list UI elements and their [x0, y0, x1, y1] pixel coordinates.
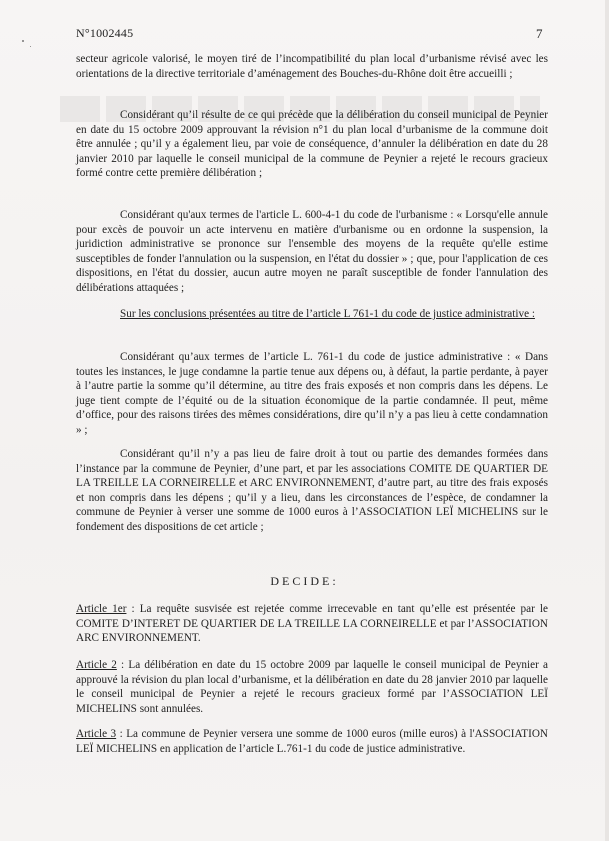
article-3-text: : La commune de Peynier versera une somme de 1000 euros (mille euros) à l'ASSOCIATION LEÏ MICHELINS en application de l’article L.761-1 du code de justice administrative. [76, 728, 549, 755]
page-number: 7 [536, 26, 543, 41]
paragraph-frais: Considérant qu’il n’y a pas lieu de faire droit à tout ou partie des demandes formées dans l’instance par la commune de Peynier, d’une part, et par les associations COMITE DE QUARTIER DE LA TREILLE LA CORNEIRELLE et ARC ENVIRONNEMENT, d’autre part, au titre des frais exposés et non compris dans les dépens ; qu’il y a lieu, dans les circonstances de l’espèce, de condamner la commune de Peynier à verser une somme de 1000 euros à l’ASSOCIATION LEÏ MICHELINS sur le fondement des dispositions de cet article ; [76, 448, 548, 533]
decide-heading: DECIDE: [270, 574, 339, 588]
article-1-label: Article 1er [76, 603, 127, 615]
paragraph-l600-4-1: Considérant qu'aux termes de l'article L. 600-4-1 du code de l'urbanisme : « Lorsqu'elle annule pour excès de pouvoir un acte intervenu en matière d'urbanisme ou en ordonne la suspension, la juridiction administrative se prononce sur l'ensemble des moyens de la requête qu'elle estime susceptibles de fonder l'annulation ou la suspension, en l'état du dossier » ; que, pour l'application de ces dispositions, en l'état du dossier, aucun autre moyen ne paraît susceptible de fonder l'annulation des délibérations attaquées ; [76, 209, 548, 294]
paragraph-l761-1-quote: Considérant qu’aux termes de l’article L. 761-1 du code de justice administrative : « Dans toutes les instances, le juge condamne la partie tenue aux dépens ou, à défaut, la partie perdante, à payer à l’autre partie la somme qu’il détermine, au titre des frais exposés et non compris dans les dépens. Le juge tient compte de l’équité ou de la situation économique de la partie condamnée. Il peut, même d’office, pour des raisons tirées des mêmes considérations, dire qu’il n’y a pas lieu à cette condamnation » ; [76, 351, 548, 436]
case-number: N°1002445 [76, 26, 134, 40]
article-2-text: : La délibération en date du 15 octobre 2009 par laquelle le conseil municipal de Peynier a approuvé la révision du plan local d’urbanisme, et la délibération en date du 28 janvier 2010 par laquelle le conseil municipal de Peynier a rejeté le recours gracieux formé par l’ASSOCIATION LEÏ MICHELINS sont annulées. [76, 659, 548, 715]
section-heading-l761-1: Sur les conclusions présentées au titre de l’article L 761-1 du code de justice administrative : [120, 308, 535, 320]
article-2 [76, 658, 548, 716]
scan-speck [22, 40, 24, 42]
paragraph-continuation: secteur agricole valorisé, le moyen tiré de l’incompatibilité du plan local d’urbanisme révisé avec les orientations de la directive territoriale d’aménagement des Bouches-du-Rhône doit être accueilli ; [76, 53, 548, 80]
article-1 [76, 602, 548, 646]
page-edge-shadow [605, 0, 609, 841]
article-1-text: : La requête susvisée est rejetée comme irrecevable en tant qu’elle est présentée par le COMITE D’INTERET DE QUARTIER DE LA TREILLE LA CORNEIRELLE et par l’ASSOCIATION ARC ENVIRONNEMENT. [76, 603, 548, 645]
article-3 [76, 727, 548, 756]
paragraph-annulation: Considérant qu’il résulte de ce qui précède que la délibération du conseil municipal de Peynier en date du 15 octobre 2009 approuvant la révision n°1 du plan local d’urbanisme de la commune doit être annulée ; qu’il y a également lieu, par voie de conséquence, d’annuler la délibération en date du 28 janvier 2010 par laquelle le conseil municipal de la commune de Peynier a rejeté le recours gracieux formé contre cette première délibération ; [76, 109, 548, 180]
article-2-label: Article 2 [76, 659, 117, 671]
article-3-label: Article 3 [76, 728, 117, 740]
scan-speck [30, 46, 31, 47]
